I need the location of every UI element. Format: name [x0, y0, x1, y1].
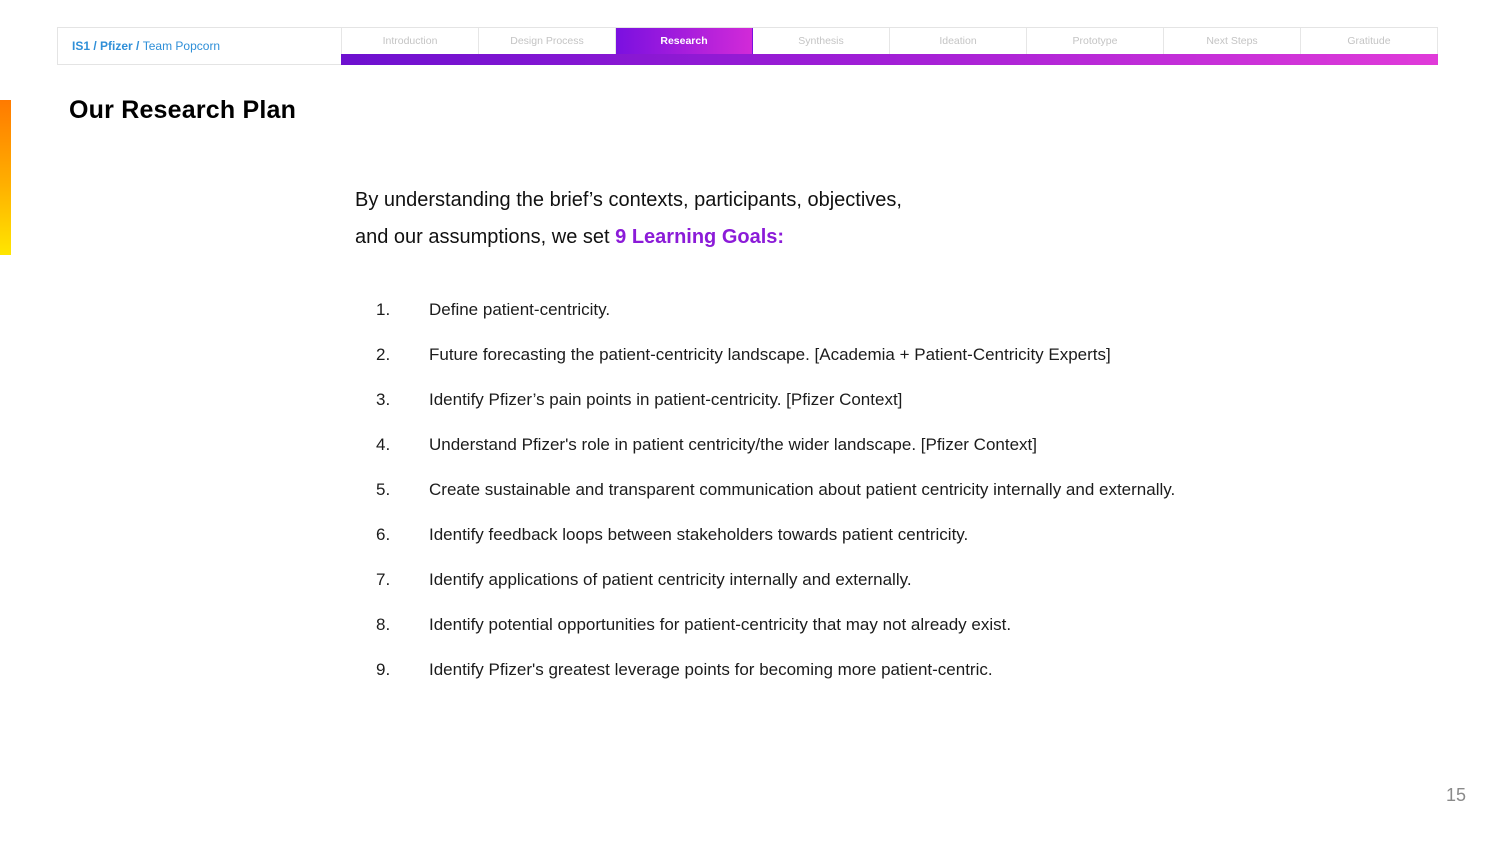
tab-research[interactable]: Research: [616, 28, 753, 54]
tab-introduction[interactable]: Introduction: [341, 28, 479, 54]
goal-number: 8.: [376, 615, 391, 634]
breadcrumb-separator: /: [132, 39, 143, 53]
learning-goals-list: [376, 295, 1376, 700]
section-progress-bar: [341, 54, 1438, 65]
breadcrumb-separator: /: [90, 39, 101, 53]
goal-text: Identify applications of patient centricity internally and externally.: [429, 570, 912, 589]
breadcrumb-team: Team Popcorn: [142, 39, 221, 53]
tab-gratitude[interactable]: Gratitude: [1301, 28, 1438, 54]
intro-line-2-prefix: and our assumptions, we set: [355, 226, 616, 248]
tab-synthesis[interactable]: Synthesis: [753, 28, 890, 54]
page-number: 15: [1446, 785, 1467, 805]
list-item: [376, 655, 1376, 700]
tab-next-steps[interactable]: Next Steps: [1164, 28, 1301, 54]
list-item: [376, 610, 1376, 655]
intro-text: [355, 182, 1255, 256]
goal-text: Create sustainable and transparent communication about patient centricity internally and externally.: [429, 480, 1176, 499]
goal-text: Identify potential opportunities for patient-centricity that may not already exist.: [429, 615, 1012, 634]
tab-prototype[interactable]: Prototype: [1027, 28, 1164, 54]
list-item: [376, 475, 1376, 520]
goal-text: Define patient-centricity.: [429, 300, 611, 319]
list-item: [376, 520, 1376, 565]
breadcrumb-course: IS1: [72, 39, 91, 53]
goal-number: 1.: [376, 300, 391, 319]
goal-number: 5.: [376, 480, 391, 499]
breadcrumb-client: Pfizer: [100, 39, 133, 53]
tab-design-process[interactable]: Design Process: [479, 28, 616, 54]
list-item: [376, 430, 1376, 475]
goal-number: 7.: [376, 570, 391, 589]
breadcrumb: [72, 39, 220, 53]
goal-number: 6.: [376, 525, 391, 544]
goal-text: Understand Pfizer's role in patient centricity/the wider landscape. [Pfizer Context]: [429, 435, 1037, 454]
left-accent-bar: [0, 100, 11, 255]
goal-number: 3.: [376, 390, 391, 409]
learning-goals-highlight: 9 Learning Goals:: [615, 226, 785, 248]
tab-ideation[interactable]: Ideation: [890, 28, 1027, 54]
goal-text: Identify Pfizer's greatest leverage points for becoming more patient-centric.: [429, 660, 993, 679]
goal-number: 9.: [376, 660, 391, 679]
goal-number: 4.: [376, 435, 391, 454]
goal-text: Future forecasting the patient-centricity landscape. [Academia + Patient-Centricity Experts]: [429, 345, 1111, 364]
list-item: [376, 385, 1376, 430]
intro-line-1: By understanding the brief’s contexts, participants, objectives,: [355, 189, 902, 211]
goal-text: Identify Pfizer’s pain points in patient-centricity. [Pfizer Context]: [429, 390, 903, 409]
list-item: [376, 295, 1376, 340]
list-item: [376, 565, 1376, 610]
goal-number: 2.: [376, 345, 391, 364]
page-title: Our Research Plan: [69, 96, 297, 124]
intro-line-2: [355, 219, 1255, 256]
goal-text: Identify feedback loops between stakeholders towards patient centricity.: [429, 525, 969, 544]
list-item: [376, 340, 1376, 385]
section-nav: [341, 28, 1438, 54]
